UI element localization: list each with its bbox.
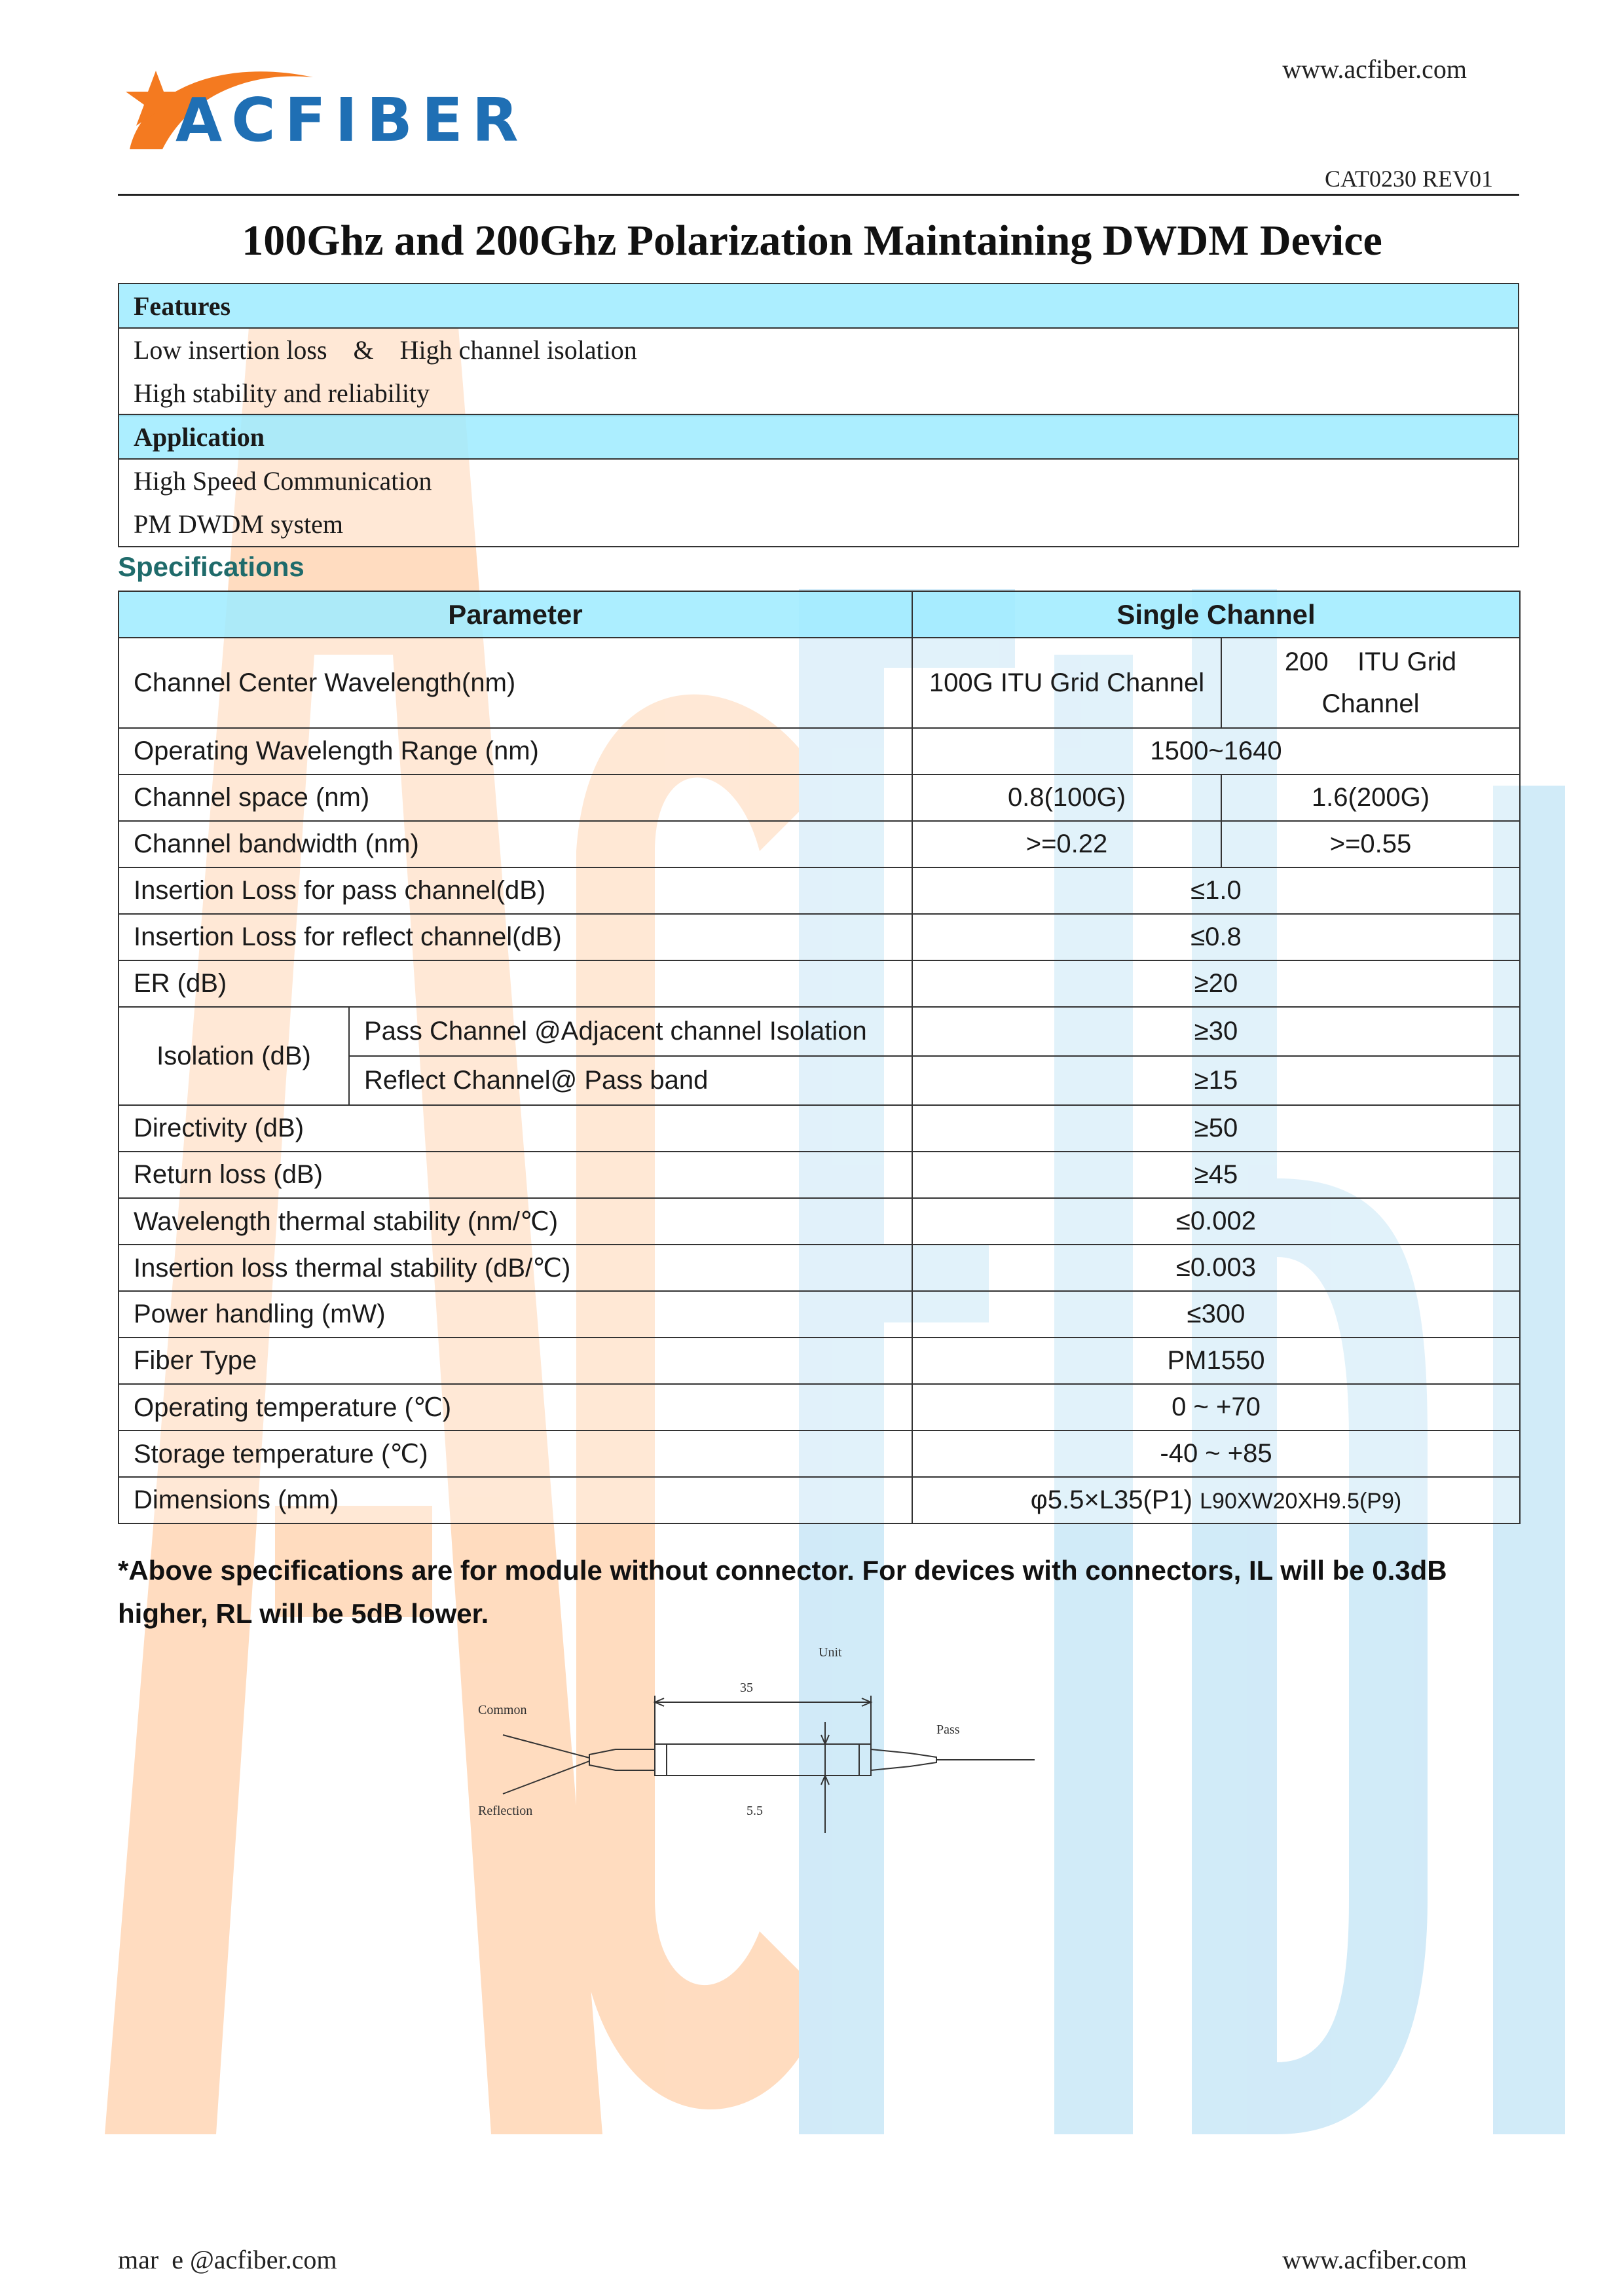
param-value: PM1550 [912, 1338, 1520, 1384]
param-label: Channel bandwidth (nm) [119, 821, 912, 867]
param-value: ≤0.002 [912, 1198, 1520, 1245]
feature-line: High stability and reliability [134, 378, 430, 408]
header-divider [118, 194, 1519, 196]
param-label: Channel space (nm) [119, 774, 912, 821]
table-row [119, 1477, 1520, 1523]
param-value: ≥30 [912, 1007, 1520, 1056]
param-label: ER (dB) [119, 960, 912, 1007]
param-sublabel: Pass Channel @Adjacent channel Isolation [349, 1007, 912, 1056]
dimension-p1: φ5.5×L35(P1) [1030, 1485, 1193, 1514]
table-row [119, 774, 1520, 821]
logo-wordmark: ACFIBER [175, 85, 528, 155]
header-website[interactable]: www.acfiber.com [1282, 54, 1467, 84]
param-sublabel: Reflect Channel@ Pass band [349, 1056, 912, 1105]
param-value: ≤0.8 [912, 914, 1520, 960]
param-value: >=0.22 [912, 821, 1221, 867]
param-label: Fiber Type [119, 1338, 912, 1384]
param-value: 1500~1640 [912, 728, 1520, 774]
diagram-unit-label: Unit [819, 1645, 842, 1660]
param-value [912, 1477, 1520, 1523]
table-row [119, 914, 1520, 960]
package-dimension-diagram [458, 1637, 1074, 1853]
diagram-pass-label: Pass [936, 1722, 960, 1737]
document-code: CAT0230 REV01 [1324, 166, 1493, 192]
param-value: ≤1.0 [912, 867, 1520, 914]
param-label: Channel Center Wavelength(nm) [119, 638, 912, 728]
param-value: >=0.55 [1221, 821, 1520, 867]
features-box [118, 283, 1519, 416]
param-label: Return loss (dB) [119, 1152, 912, 1198]
specifications-heading: Specifications [118, 551, 304, 582]
footer-email[interactable]: mar e @acfiber.com [118, 2245, 337, 2274]
table-row [119, 1198, 1520, 1245]
param-label-isolation: Isolation (dB) [119, 1007, 349, 1105]
param-value: 0.8(100G) [912, 774, 1221, 821]
column-header-parameter: Parameter [119, 591, 912, 638]
table-row [119, 1384, 1520, 1430]
features-heading: Features [119, 283, 1519, 328]
application-body [119, 459, 1519, 547]
param-value: ≤0.003 [912, 1245, 1520, 1291]
param-label: Storage temperature (℃) [119, 1430, 912, 1477]
table-row [119, 867, 1520, 914]
param-label: Wavelength thermal stability (nm/℃) [119, 1198, 912, 1245]
table-row [119, 1430, 1520, 1477]
application-line: PM DWDM system [134, 509, 344, 539]
param-label: Power handling (mW) [119, 1291, 912, 1338]
specifications-table [118, 591, 1521, 1524]
features-body [119, 328, 1519, 416]
param-value: 1.6(200G) [1221, 774, 1520, 821]
table-row [119, 1007, 1520, 1056]
param-value: 100G ITU Grid Channel [912, 638, 1221, 728]
application-box [118, 414, 1519, 547]
param-value: ≥50 [912, 1105, 1520, 1152]
column-header-single-channel: Single Channel [912, 591, 1520, 638]
page-title: 100Ghz and 200Ghz Polarization Maintaining DWDM Device [242, 217, 1382, 264]
diagram-reflection-label: Reflection [478, 1804, 533, 1818]
table-row [119, 1152, 1520, 1198]
param-label: Operating temperature (℃) [119, 1384, 912, 1430]
table-row [119, 821, 1520, 867]
param-label: Directivity (dB) [119, 1105, 912, 1152]
feature-line: Low insertion loss & High channel isolation [134, 335, 637, 365]
param-label: Insertion Loss for pass channel(dB) [119, 867, 912, 914]
param-value: ≤300 [912, 1291, 1520, 1338]
dimension-p9: L90XW20XH9.5(P9) [1200, 1489, 1402, 1514]
param-value: -40 ~ +85 [912, 1430, 1520, 1477]
param-label: Operating Wavelength Range (nm) [119, 728, 912, 774]
diagram-length-label: 35 [740, 1681, 753, 1695]
param-value: ≥15 [912, 1056, 1520, 1105]
application-heading: Application [119, 414, 1519, 459]
table-row [119, 638, 1520, 728]
param-label: Dimensions (mm) [119, 1477, 912, 1523]
param-label: Insertion Loss for reflect channel(dB) [119, 914, 912, 960]
param-value: ≥45 [912, 1152, 1520, 1198]
table-row [119, 960, 1520, 1007]
application-line: High Speed Communication [134, 466, 432, 496]
table-row [119, 1245, 1520, 1291]
table-row [119, 728, 1520, 774]
table-row [119, 1105, 1520, 1152]
diagram-diameter-label: 5.5 [747, 1804, 763, 1818]
diagram-common-label: Common [478, 1703, 527, 1717]
param-label: Insertion loss thermal stability (dB/℃) [119, 1245, 912, 1291]
param-value: 200 ITU Grid Channel [1221, 638, 1520, 728]
table-row [119, 1338, 1520, 1384]
table-row [119, 1291, 1520, 1338]
param-value: 0 ~ +70 [912, 1384, 1520, 1430]
param-value: ≥20 [912, 960, 1520, 1007]
specification-note: *Above specifications are for module without connector. For devices with connectors, IL will be 0.3dB higher, RL will be 5dB lower. [118, 1555, 1447, 1629]
footer-website[interactable]: www.acfiber.com [1282, 2245, 1467, 2274]
table-row [119, 591, 1520, 638]
